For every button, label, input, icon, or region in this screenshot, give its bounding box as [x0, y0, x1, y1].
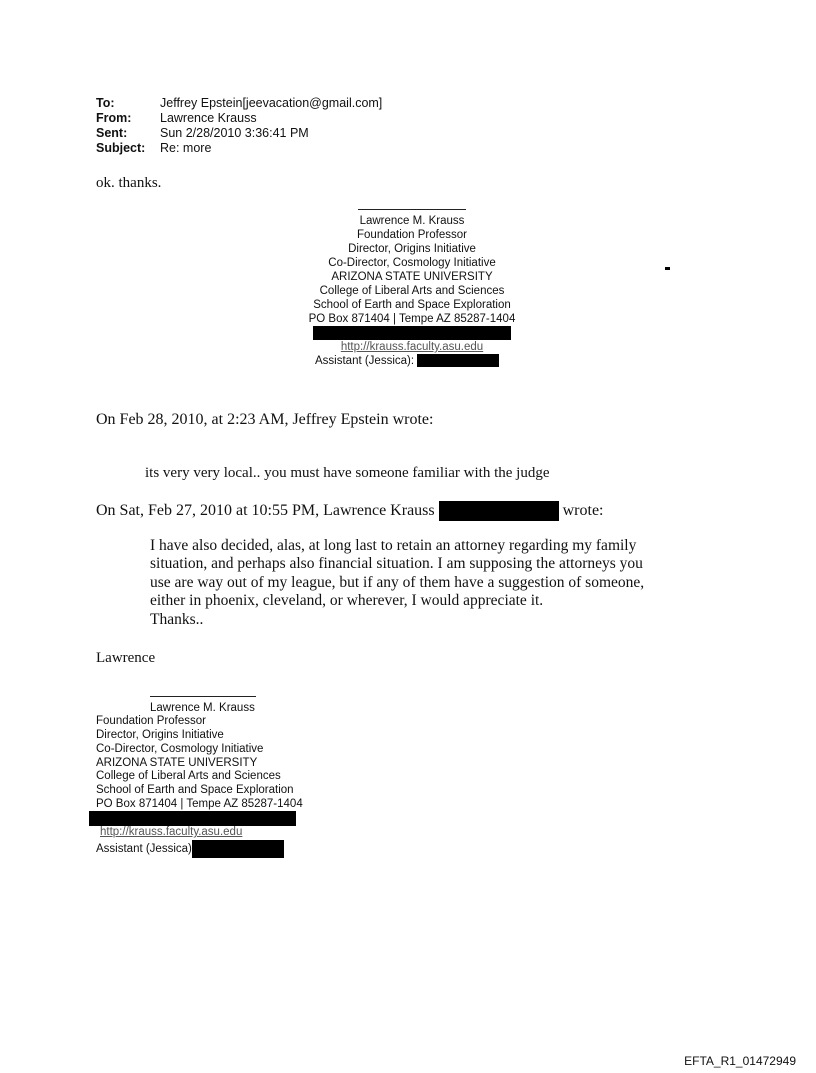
sig-line: College of Liberal Arts and Sciences: [319, 285, 505, 297]
to-value: Jeffrey Epstein[jeevacation@gmail.com]: [160, 96, 383, 110]
signature-centered: [262, 200, 562, 368]
from-value: Lawrence Krauss: [160, 111, 257, 125]
sig-line: Director, Origins Initiative: [96, 729, 224, 742]
signature-rule: [150, 696, 256, 697]
quote2-line: use are way out of my league, but if any of them have a suggestion of someone,: [150, 573, 645, 591]
sig-line: ARIZONA STATE UNIVERSITY: [331, 271, 493, 283]
from-row: [96, 111, 382, 126]
sig-line: ARIZONA STATE UNIVERSITY: [96, 756, 258, 769]
sent-value: Sun 2/28/2010 3:36:41 PM: [160, 126, 309, 140]
quote1-header: On Feb 28, 2010, at 2:23 AM, Jeffrey Epstein wrote:: [96, 411, 434, 428]
quote2-header-pre: On Sat, Feb 27, 2010 at 10:55 PM, Lawrence Krauss: [96, 502, 435, 519]
quote2-line: Thanks..: [150, 610, 204, 628]
to-label: To:: [96, 96, 115, 110]
faculty-link[interactable]: http://krauss.faculty.asu.edu: [340, 341, 484, 353]
sig-line: Co-Director, Cosmology Initiative: [96, 742, 264, 755]
reply-body: ok. thanks.: [96, 175, 162, 191]
quote1-body: its very very local.. you must have someone familiar with the judge: [145, 465, 550, 481]
dash-mark: [665, 267, 670, 270]
sig-line: Director, Origins Initiative: [348, 243, 476, 255]
email-header: [96, 96, 382, 156]
sig-line: PO Box 871404 | Tempe AZ 85287-1404: [308, 313, 516, 325]
assistant-label: Assistant (Jessica): [96, 843, 192, 856]
signoff: Lawrence: [96, 650, 156, 666]
sent-row: [96, 126, 382, 141]
sig-line: Lawrence M. Krauss: [359, 215, 465, 227]
quote2-header-post: wrote:: [562, 502, 604, 519]
quote2-line: either in phoenix, cleveland, or wherever, I would appreciate it.: [150, 592, 544, 610]
sig-line: Lawrence M. Krauss: [150, 701, 255, 714]
quote2-line: situation, and perhaps also financial situation. I am supposing the attorneys you: [150, 555, 643, 573]
quote2-line: I have also decided, alas, at long last to retain an attorney regarding my family: [150, 537, 637, 554]
from-label: From:: [96, 111, 132, 125]
subject-value: Re: more: [160, 141, 212, 155]
redaction-bar: [439, 501, 559, 521]
sent-label: Sent:: [96, 126, 128, 140]
sig-line: School of Earth and Space Exploration: [96, 783, 294, 796]
signature-rule: [358, 209, 466, 210]
sig-line: College of Liberal Arts and Sciences: [96, 770, 281, 783]
quote2-body: [150, 537, 670, 629]
signature-left: [96, 688, 303, 858]
sig-line: Foundation Professor: [96, 715, 206, 728]
quote2-header: [96, 501, 604, 521]
redaction-bar: [313, 326, 511, 340]
assistant-label: Assistant (Jessica):: [315, 355, 415, 367]
redaction-bar: [192, 840, 284, 858]
to-row: [96, 96, 382, 111]
faculty-link[interactable]: http://krauss.faculty.asu.edu: [100, 826, 243, 839]
redaction-bar: [89, 811, 296, 826]
subject-label: Subject:: [96, 141, 146, 155]
subject-row: [96, 141, 382, 156]
sig-line: Co-Director, Cosmology Initiative: [328, 257, 496, 269]
redaction-bar: [417, 354, 499, 367]
document-id: EFTA_R1_01472949: [684, 1054, 796, 1068]
sig-line: PO Box 871404 | Tempe AZ 85287-1404: [96, 797, 303, 810]
sig-line: School of Earth and Space Exploration: [313, 299, 511, 311]
sig-line: Foundation Professor: [357, 229, 467, 241]
